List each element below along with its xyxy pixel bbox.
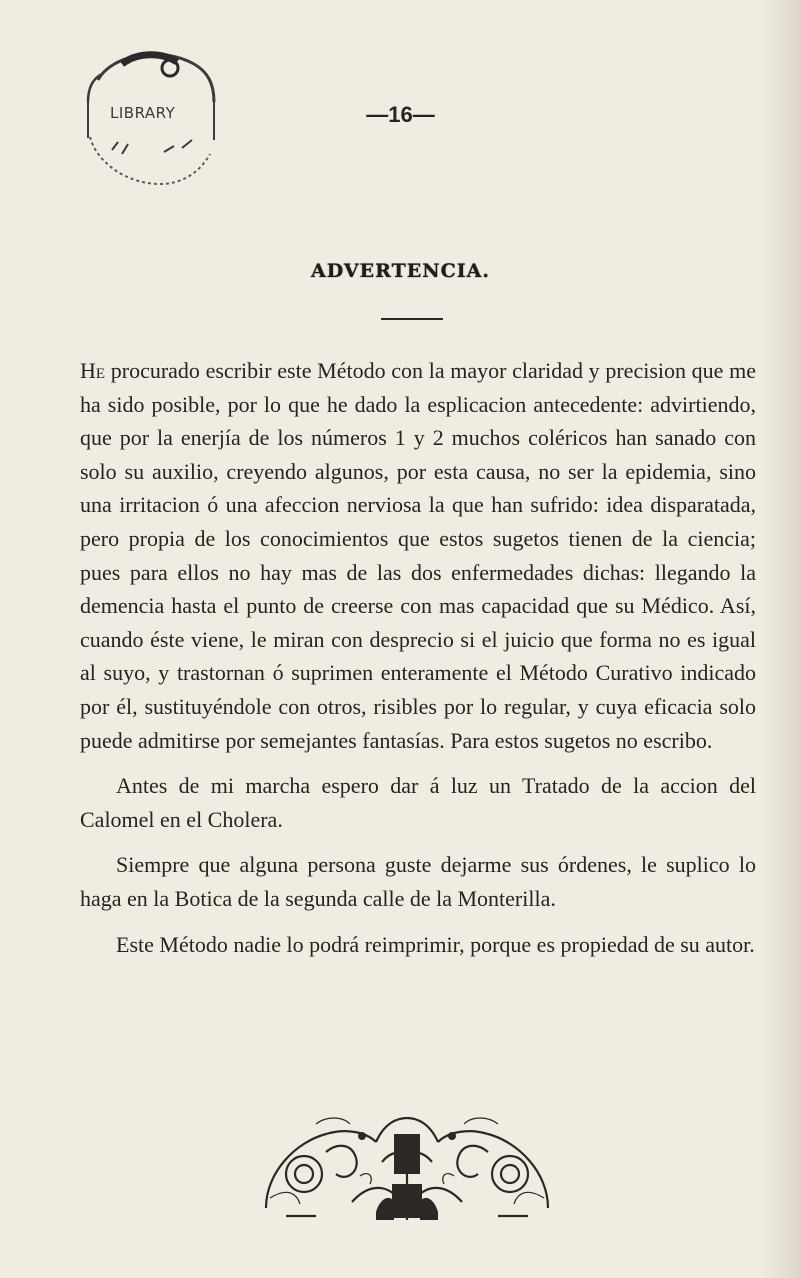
stamp-label: LIBRARY (110, 104, 176, 122)
paragraph: Antes de mi marcha espero dar á luz un Tratado de la accion del Calomel en el Cholera. (80, 773, 756, 832)
paragraph-text: procurado escribir este Método con la mayor claridad y precision que me ha sido posible, por lo que he dado la esplicacion antecedente: advirtiendo, que por la enerjía de los números 1 y 2 muchos coléricos han sanado con solo su auxilio, creyendo algunos, por esta causa, no ser la epidemia, sino una irritacion ó una afeccion nerviosa la que han sufrido: idea disparatada, pero propia de los conocimientos que estos sugetos tienen de la ciencia; pues para ellos no hay mas de las dos enfermedades dichas: llegando la demencia hasta el punto de creerse con mas capacidad que su Médico. Así, cuando éste viene, le miran con desprecio si el juicio que forma no es igual al suyo, y trastornan ó suprimen enteramente el Método Curativo indicado por él, sustituyéndole con otros, risibles por lo regular, y cuya eficacia solo puede admitirse por semejantes fantasías. Para estos sugetos no escribo. (80, 358, 756, 753)
scroll-ornament-icon (256, 1112, 558, 1224)
page-number: —16— (366, 102, 435, 127)
paragraph (80, 354, 756, 757)
divider-rule (381, 318, 443, 320)
body-text (80, 354, 756, 973)
paragraph: Siempre que alguna persona guste dejarme sus órdenes, le suplico lo haga en la Botica de la segunda calle de la Monterilla. (80, 852, 756, 911)
paragraph-lead: He (80, 358, 106, 383)
paragraph: Este Método nadie lo podrá reimprimir, porque es propiedad de su autor. (116, 931, 755, 957)
section-heading: ADVERTENCIA. (311, 260, 490, 282)
tailpiece-ornament (256, 1112, 558, 1224)
page-edge-shadow (761, 0, 801, 1278)
